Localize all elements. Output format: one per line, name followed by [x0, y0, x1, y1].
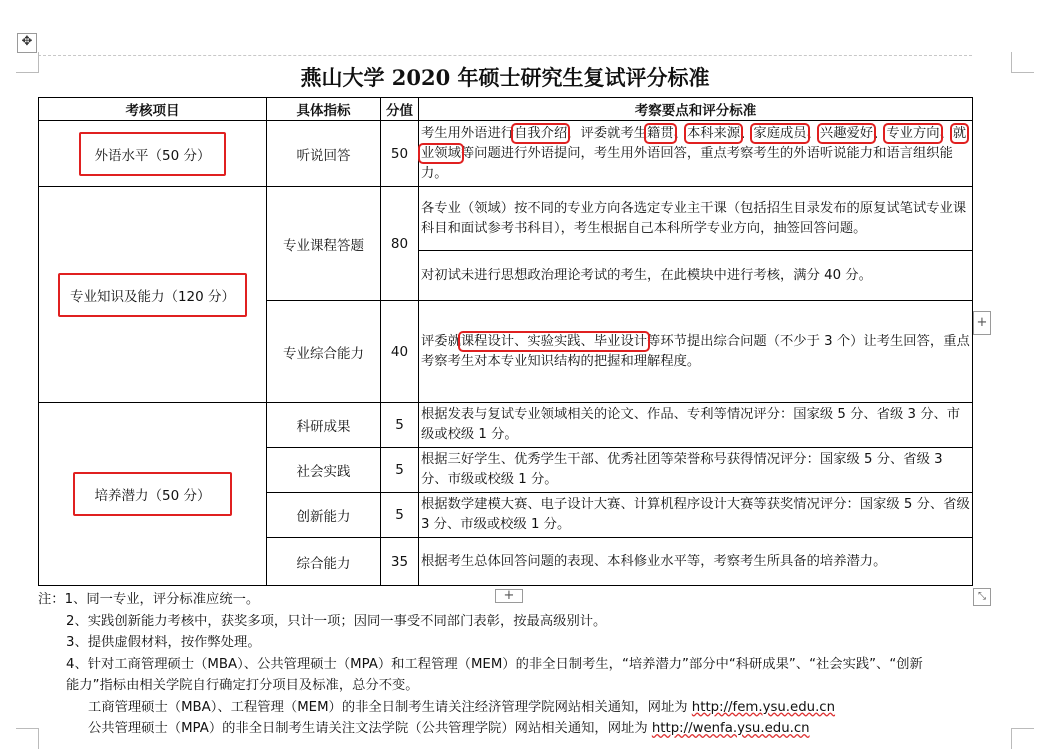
- criteria-cell: 根据发表与复试专业领域相关的论文、作品、专利等情况评分：国家级 5 分、省级 3 分、市级或校级 1 分。: [419, 403, 973, 448]
- note-line: 注：1、同一专业，评分标准应统一。: [38, 592, 260, 607]
- note-line: 能力”指标由相关学院自行确定打分项目及标准，总分不变。: [66, 678, 419, 693]
- criteria-cell: [419, 301, 973, 403]
- highlight-hobbies: 兴趣爱好: [819, 125, 874, 141]
- indicator-cell: 社会实践: [267, 448, 381, 493]
- crop-mark: [16, 728, 39, 749]
- indicator-cell: 专业课程答题: [267, 187, 381, 301]
- crop-mark: [1011, 52, 1034, 73]
- note-line: 2、实践创新能力考核中，获奖多项，只计一项；因同一事受不同部门表彰，按最高级别计。: [66, 613, 607, 629]
- criteria-text: 、: [673, 125, 687, 141]
- crop-mark: [1011, 728, 1034, 749]
- indicator-cell: 科研成果: [267, 403, 381, 448]
- fem-website-link[interactable]: http://fem.ysu.edu.cn: [691, 699, 836, 715]
- table-move-handle-icon[interactable]: ✥: [17, 33, 37, 53]
- criteria-cell: 根据三好学生、优秀学生干部、优秀社团等荣誉称号获得情况评分：国家级 5 分、省级 3 分、市级或校级 1 分。: [419, 448, 973, 493]
- header-score: 分值: [381, 98, 419, 121]
- category-professional-cell: [39, 187, 267, 403]
- criteria-text: ，评委就考生: [567, 125, 648, 141]
- header-criteria: 考察要点和评分标准: [419, 98, 973, 121]
- note-line: 3、提供虚假材料，按作弊处理。: [66, 635, 261, 650]
- table-row: [39, 187, 973, 251]
- criteria-text: 等问题进行外语提问，考生用外语回答，重点考察考生的外语听说能力和语言组织能力。: [421, 145, 953, 181]
- header-category: 考核项目: [39, 98, 267, 121]
- add-row-plus-icon[interactable]: +: [495, 589, 523, 603]
- criteria-text: 、: [806, 125, 820, 141]
- note-line: [38, 718, 1013, 740]
- category-foreign-cell: [39, 121, 267, 187]
- highlight-self-intro: 自我介绍: [514, 125, 568, 141]
- table-resize-handle-icon[interactable]: ⤡: [973, 588, 991, 606]
- indicator-cell: 综合能力: [267, 538, 381, 586]
- criteria-cell: 对初试未进行思想政治理论考试的考生，在此模块中进行考核，满分 40 分。: [419, 251, 973, 301]
- score-cell: 5: [381, 493, 419, 538]
- criteria-text: 评委就: [421, 333, 461, 349]
- table-header-row: [39, 98, 973, 121]
- highlight-family: 家庭成员: [753, 125, 807, 141]
- indicator-cell: 专业综合能力: [267, 301, 381, 403]
- criteria-text: 、: [873, 125, 887, 141]
- document-title: 燕山大学 2020 年硕士研究生复试评分标准: [300, 65, 710, 90]
- score-cell: 5: [381, 448, 419, 493]
- criteria-cell: 各专业（领域）按不同的专业方向各选定专业主干课（包括招生目录发布的原复试笔试专业课科目和面试参考书科目），考生根据自己本科所学专业方向，抽签回答问题。: [419, 187, 973, 251]
- wenfa-website-link[interactable]: http://wenfa.ysu.edu.cn: [651, 721, 810, 736]
- highlight-hometown: 籍贯: [647, 125, 674, 141]
- criteria-cell: 根据考生总体回答问题的表现、本科修业水平等，考察考生所具备的培养潜力。: [419, 538, 973, 586]
- highlight-major-direction: 专业方向: [886, 125, 940, 141]
- category-potential-cell: [39, 403, 267, 586]
- table-row: [39, 403, 973, 448]
- score-cell: 40: [381, 301, 419, 403]
- criteria-text: 、: [939, 125, 953, 141]
- score-cell: 80: [381, 187, 419, 301]
- category-potential-label: 培养潜力（50 分）: [73, 472, 233, 516]
- criteria-text: 考生用外语进行: [421, 125, 515, 141]
- criteria-cell: [419, 121, 973, 187]
- crop-mark: [16, 52, 39, 73]
- scoring-table: [38, 97, 973, 586]
- highlight-undergrad-source: 本科来源: [686, 125, 741, 141]
- score-cell: 35: [381, 538, 419, 586]
- indicator-cell: 创新能力: [267, 493, 381, 538]
- highlight-employment: 就业领域: [421, 125, 967, 161]
- category-foreign-label: 外语水平（50 分）: [79, 132, 227, 176]
- criteria-text: 、: [740, 125, 754, 141]
- add-column-plus-icon[interactable]: +: [973, 311, 991, 335]
- page-margin-guide: [38, 55, 972, 56]
- score-cell: 5: [381, 403, 419, 448]
- category-professional-label: 专业知识及能力（120 分）: [58, 273, 247, 317]
- note-text: 工商管理硕士（MBA）、工程管理（MEM）的非全日制考生请关注经济管理学院网站相关通知，网址为: [88, 699, 692, 715]
- criteria-text: 等环节提出综合问题（不少于 3 个）让考生回答，重点考察考生对本专业知识结构的把握和理解程度。: [421, 333, 970, 369]
- note-text: 公共管理硕士（MPA）的非全日制考生请关注文法学院（公共管理学院）网站相关通知，网址为: [88, 721, 652, 736]
- indicator-cell: 听说回答: [267, 121, 381, 187]
- table-row: [39, 121, 973, 187]
- header-indicator: 具体指标: [267, 98, 381, 121]
- note-line: 4、针对工商管理硕士（MBA）、公共管理硕士（MPA）和工程管理（MEM）的非全日制考生，“培养潜力”部分中“科研成果”、“社会实践”、“创新: [66, 656, 923, 672]
- note-line: [38, 697, 1013, 719]
- score-cell: 50: [381, 121, 419, 187]
- notes-section: [38, 589, 1013, 740]
- highlight-course-design: 课程设计、实验实践、毕业设计: [460, 333, 648, 349]
- criteria-cell: 根据数学建模大赛、电子设计大赛、计算机程序设计大赛等获奖情况评分：国家级 5 分、省级 3 分、市级或校级 1 分。: [419, 493, 973, 538]
